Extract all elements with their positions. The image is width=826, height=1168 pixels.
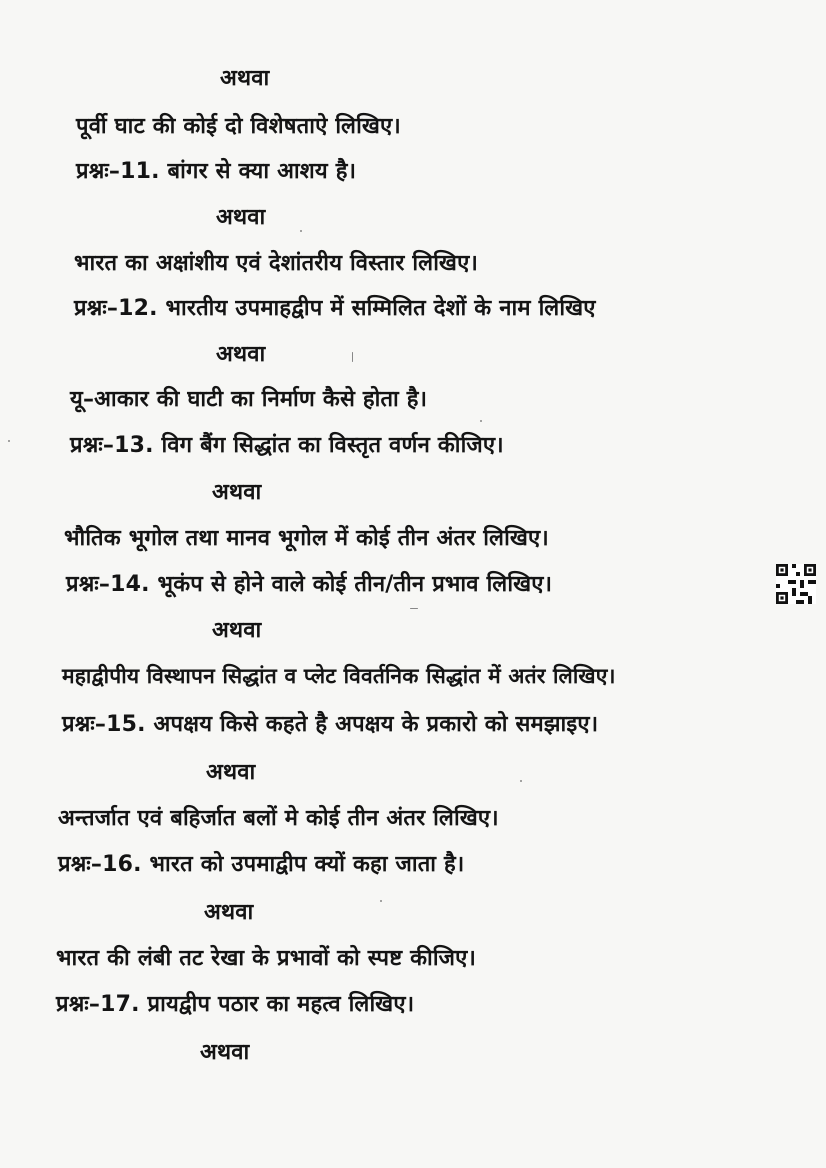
- athva-label: अथवा: [212, 480, 262, 505]
- scan-speck: [380, 900, 382, 902]
- scan-speck: [8, 440, 10, 442]
- question-text: महाद्वीपीय विस्थापन सिद्धांत व प्लेट विवर्तनिक सिद्धांत में अतंर लिखिए।: [62, 664, 616, 688]
- scan-speck: [480, 420, 482, 422]
- athva-label: अथवा: [216, 342, 266, 367]
- question-text: अन्तर्जात एवं बहिर्जात बलों मे कोई तीन अंतर लिखिए।: [58, 806, 499, 831]
- athva-label: अथवा: [204, 900, 254, 925]
- scan-speck: [352, 352, 353, 362]
- athva-label: अथवा: [206, 760, 256, 785]
- question-text: पूर्वी घाट की कोई दो विशेषताऐ लिखिए।: [76, 114, 401, 139]
- athva-label: अथवा: [216, 205, 266, 230]
- question-16: प्रश्नः–16. भारत को उपमाद्वीप क्यों कहा जाता है।: [58, 852, 465, 877]
- scan-speck: [520, 780, 522, 782]
- scan-speck: [410, 608, 418, 609]
- question-text: भारत का अक्षांशीय एवं देशांतरीय विस्तार लिखिए।: [74, 251, 479, 276]
- athva-label: अथवा: [212, 618, 262, 643]
- athva-label: अथवा: [200, 1040, 250, 1065]
- athva-label: अथवा: [220, 66, 270, 91]
- question-text: यू–आकार की घाटी का निर्माण कैसे होता है।: [70, 387, 428, 412]
- scan-speck: [300, 230, 302, 232]
- question-15: प्रश्नः–15. अपक्षय किसे कहते है अपक्षय के प्रकारो को समझाइए।: [62, 712, 599, 737]
- question-text: भारत की लंबी तट रेखा के प्रभावों को स्पष्ट कीजिए।: [56, 946, 477, 971]
- question-text: भौतिक भूगोल तथा मानव भूगोल में कोई तीन अंतर लिखिए।: [64, 526, 549, 551]
- question-11: प्रश्नः–11. बांगर से क्या आशय है।: [76, 159, 357, 184]
- question-13: प्रश्नः–13. विग बैंग सिद्धांत का विस्तृत वर्णन कीजिए।: [70, 433, 504, 458]
- qr-code-icon: [776, 564, 816, 604]
- question-14: प्रश्नः–14. भूकंप से होने वाले कोई तीन/तीन प्रभाव लिखिए।: [66, 572, 553, 597]
- question-12: प्रश्नः–12. भारतीय उपमाहद्वीप में सम्मिलित देशों के नाम लिखिए: [74, 296, 596, 321]
- question-17: प्रश्नः–17. प्रायद्वीप पठार का महत्व लिखिए।: [56, 992, 415, 1017]
